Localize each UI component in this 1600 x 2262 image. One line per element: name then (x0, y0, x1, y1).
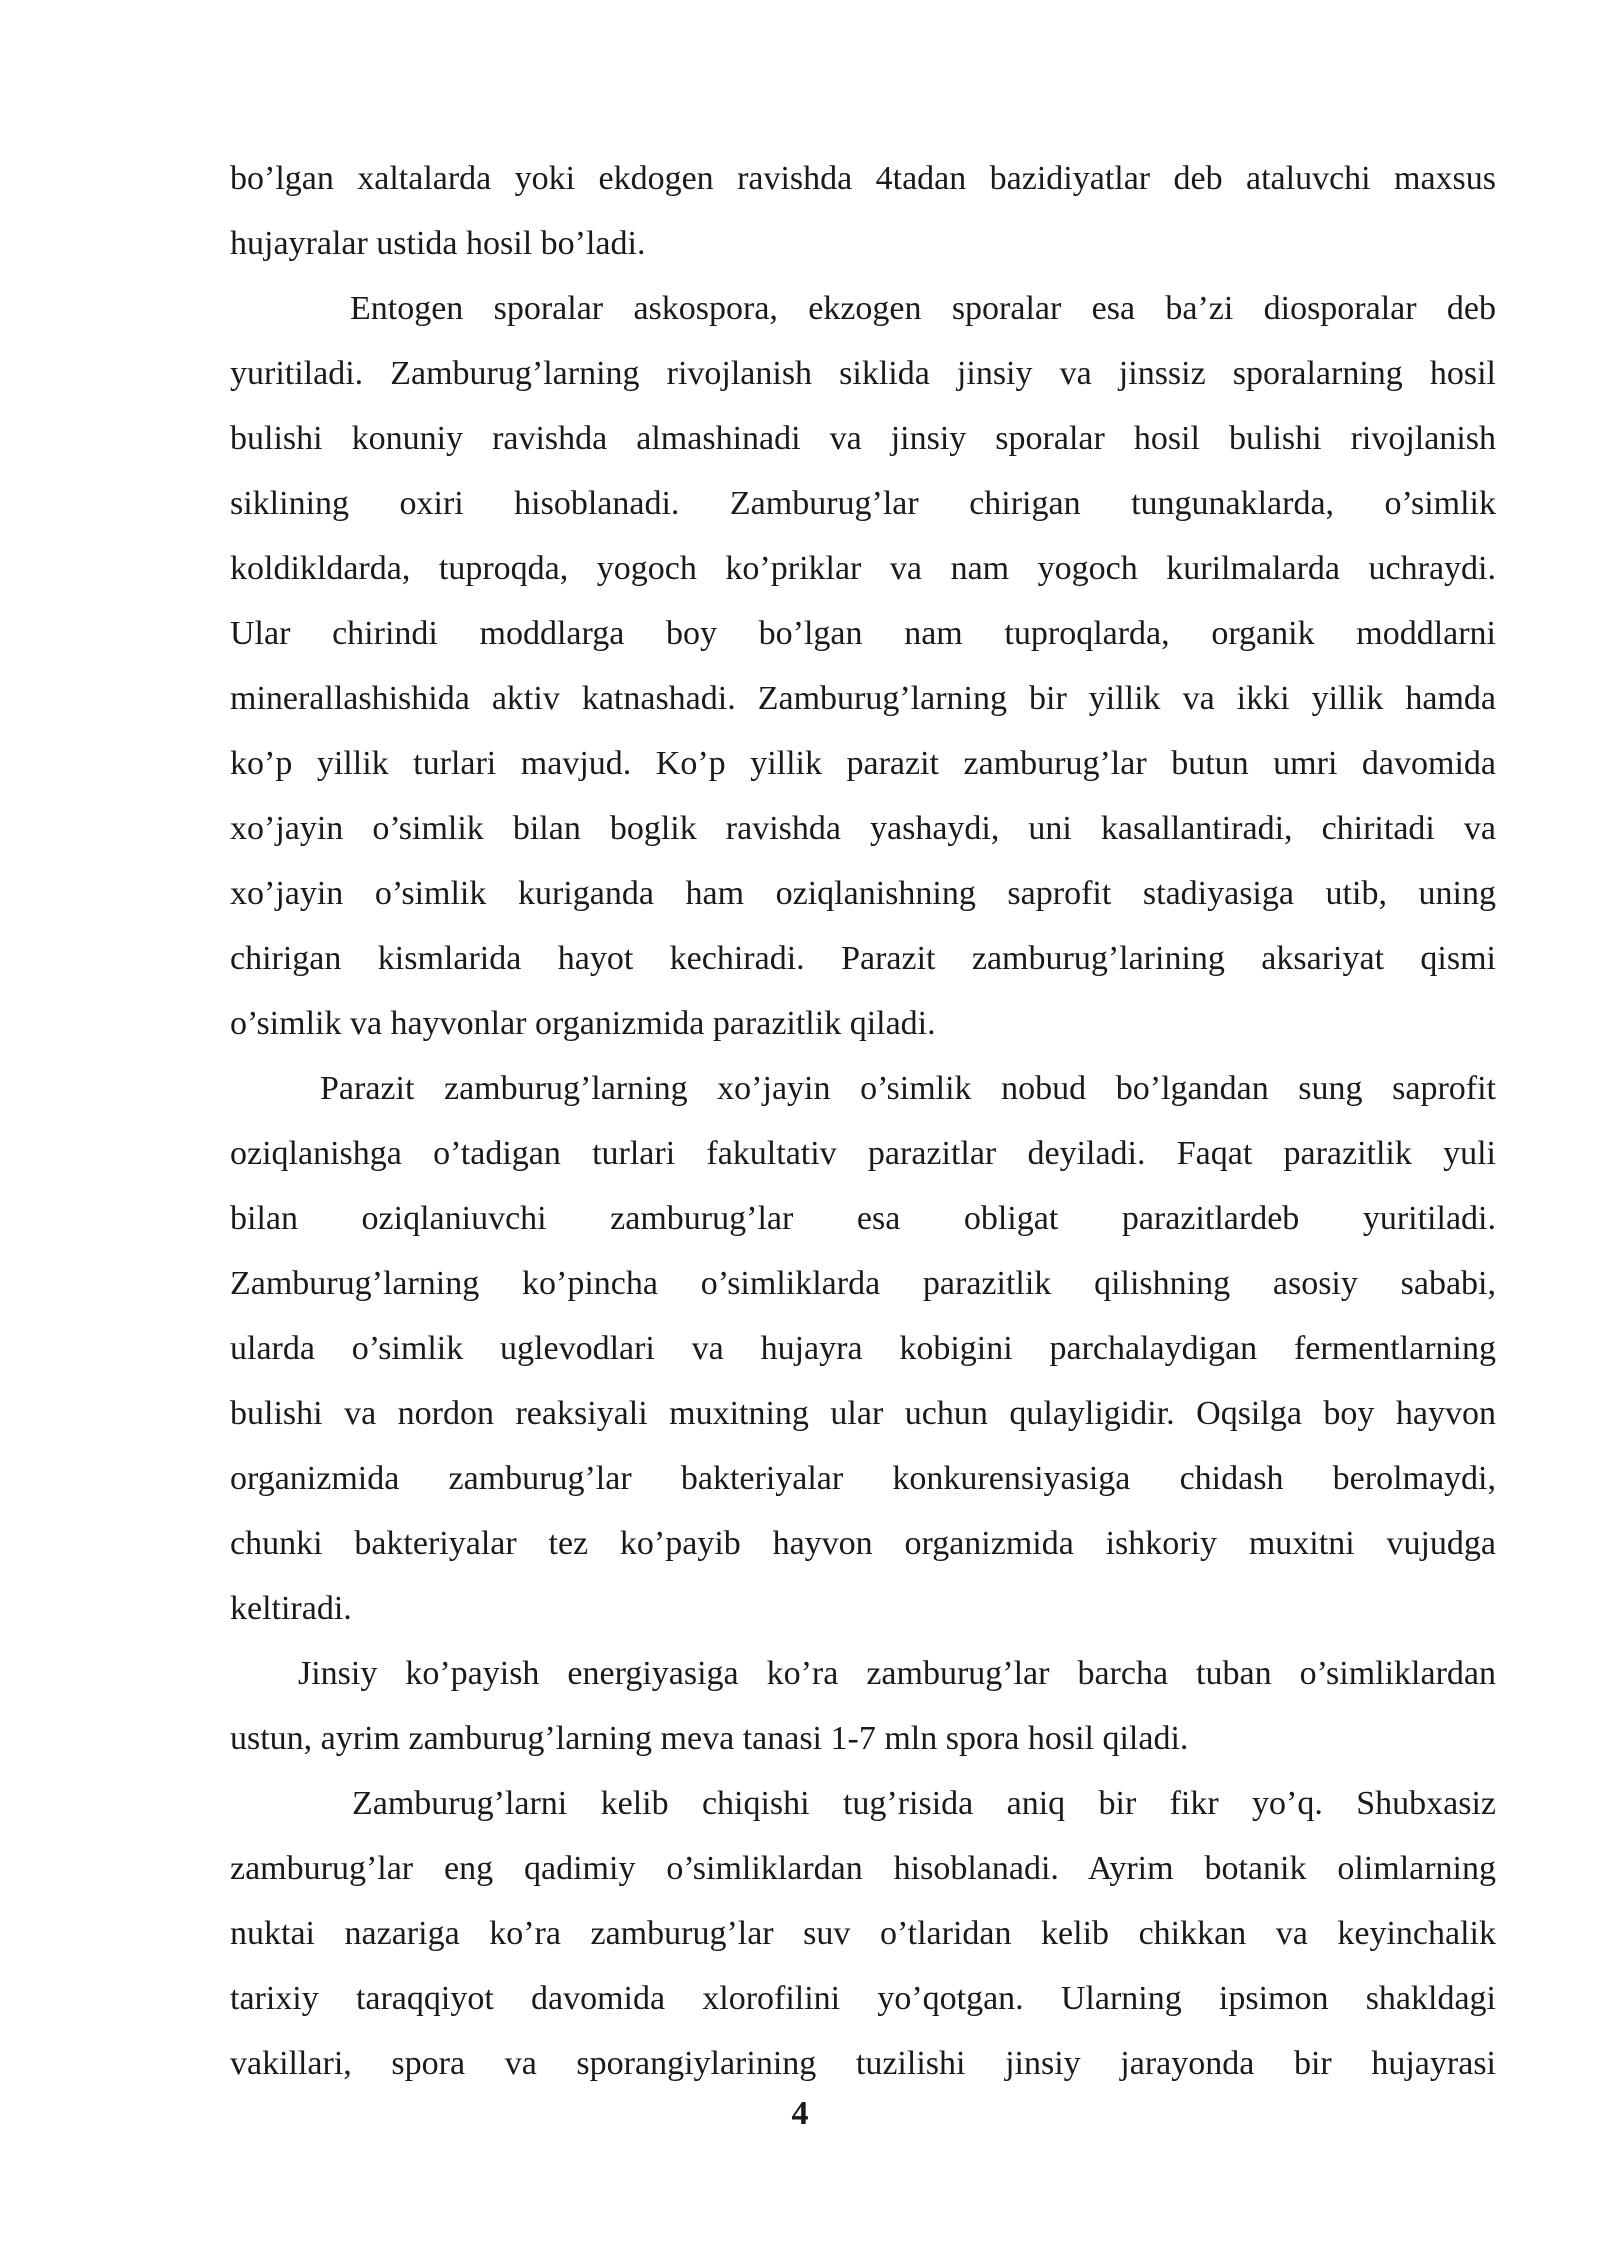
text-line: Ular chirindi moddlarga boy bo’lgan nam tuproqlarda, organik moddlarni (230, 615, 1496, 652)
text-line: minerallashishida aktiv katnashadi. Zamburug’larning bir yillik va ikki yillik hamda (230, 680, 1496, 717)
text-line: bulishi va nordon reaksiyali muxitning ular uchun qulayligidir. Oqsilga boy hayvon (230, 1395, 1496, 1432)
text-line: siklining oxiri hisoblanadi. Zamburug’lar chirigan tungunaklarda, o’simlik (230, 485, 1496, 522)
text-line: tarixiy taraqqiyot davomida xlorofilini yo’qotgan. Ularning ipsimon shakldagi (230, 1980, 1496, 2017)
text-line: koldikldarda, tuproqda, yogoch ko’priklar va nam yogoch kurilmalarda uchraydi. (230, 550, 1496, 587)
text-line: nuktai nazariga ko’ra zamburug’lar suv o’tlaridan kelib chikkan va keyinchalik (230, 1915, 1496, 1952)
page-number: 4 (791, 2095, 809, 2132)
text-line: vakillari, spora va sporangiylarining tuzilishi jinsiy jarayonda bir hujayrasi (230, 2045, 1496, 2082)
text-line: organizmida zamburug’lar bakteriyalar konkurensiyasiga chidash berolmaydi, (230, 1460, 1496, 1497)
paragraph-first-line: Jinsiy ko’payish energiyasiga ko’ra zamburug’lar barcha tuban o’simliklardan (298, 1655, 1496, 1692)
text-line: chirigan kismlarida hayot kechiradi. Parazit zamburug’larining aksariyat qismi (230, 940, 1496, 977)
text-line: hujayralar ustida hosil bo’ladi. (230, 225, 646, 262)
text-line: bulishi konuniy ravishda almashinadi va jinsiy sporalar hosil bulishi rivojlanish (230, 420, 1496, 457)
text-line: ko’p yillik turlari mavjud. Ko’p yillik parazit zamburug’lar butun umri davomida (230, 745, 1496, 782)
paragraph-first-line: Zamburug’larni kelib chiqishi tug’risida aniq bir fikr yo’q. Shubxasiz (352, 1785, 1496, 1822)
text-line: ustun, ayrim zamburug’larning meva tanasi 1-7 mln spora hosil qiladi. (230, 1720, 1189, 1757)
text-line: zamburug’lar eng qadimiy o’simliklardan hisoblanadi. Ayrim botanik olimlarning (230, 1850, 1496, 1887)
text-line: chunki bakteriyalar tez ko’payib hayvon organizmida ishkoriy muxitni vujudga (230, 1525, 1496, 1562)
text-line: yuritiladi. Zamburug’larning rivojlanish siklida jinsiy va jinssiz sporalarning hosil (230, 355, 1496, 392)
body-text (230, 146, 1496, 2096)
text-line: xo’jayin o’simlik bilan boglik ravishda yashaydi, uni kasallantiradi, chiritadi va (230, 810, 1496, 847)
text-line: o’simlik va hayvonlar organizmida parazitlik qiladi. (230, 1005, 936, 1042)
text-line: keltiradi. (230, 1590, 352, 1627)
text-line: ularda o’simlik uglevodlari va hujayra kobigini parchalaydigan fermentlarning (230, 1330, 1496, 1367)
text-line: bilan oziqlaniuvchi zamburug’lar esa obligat parazitlardeb yuritiladi. (230, 1200, 1496, 1237)
text-line: bo’lgan xaltalarda yoki ekdogen ravishda 4tadan bazidiyatlar deb ataluvchi maxsus (230, 160, 1496, 197)
paragraph-first-line: Parazit zamburug’larning xo’jayin o’simlik nobud bo’lgandan sung saprofit (320, 1070, 1496, 1107)
text-line: oziqlanishga o’tadigan turlari fakultativ parazitlar deyiladi. Faqat parazitlik yuli (230, 1135, 1496, 1172)
text-line: Zamburug’larning ko’pincha o’simliklarda parazitlik qilishning asosiy sababi, (230, 1265, 1496, 1302)
text-line: xo’jayin o’simlik kuriganda ham oziqlanishning saprofit stadiyasiga utib, uning (230, 875, 1496, 912)
paragraph-first-line: Entogen sporalar askospora, ekzogen sporalar esa ba’zi diosporalar deb (350, 290, 1496, 327)
